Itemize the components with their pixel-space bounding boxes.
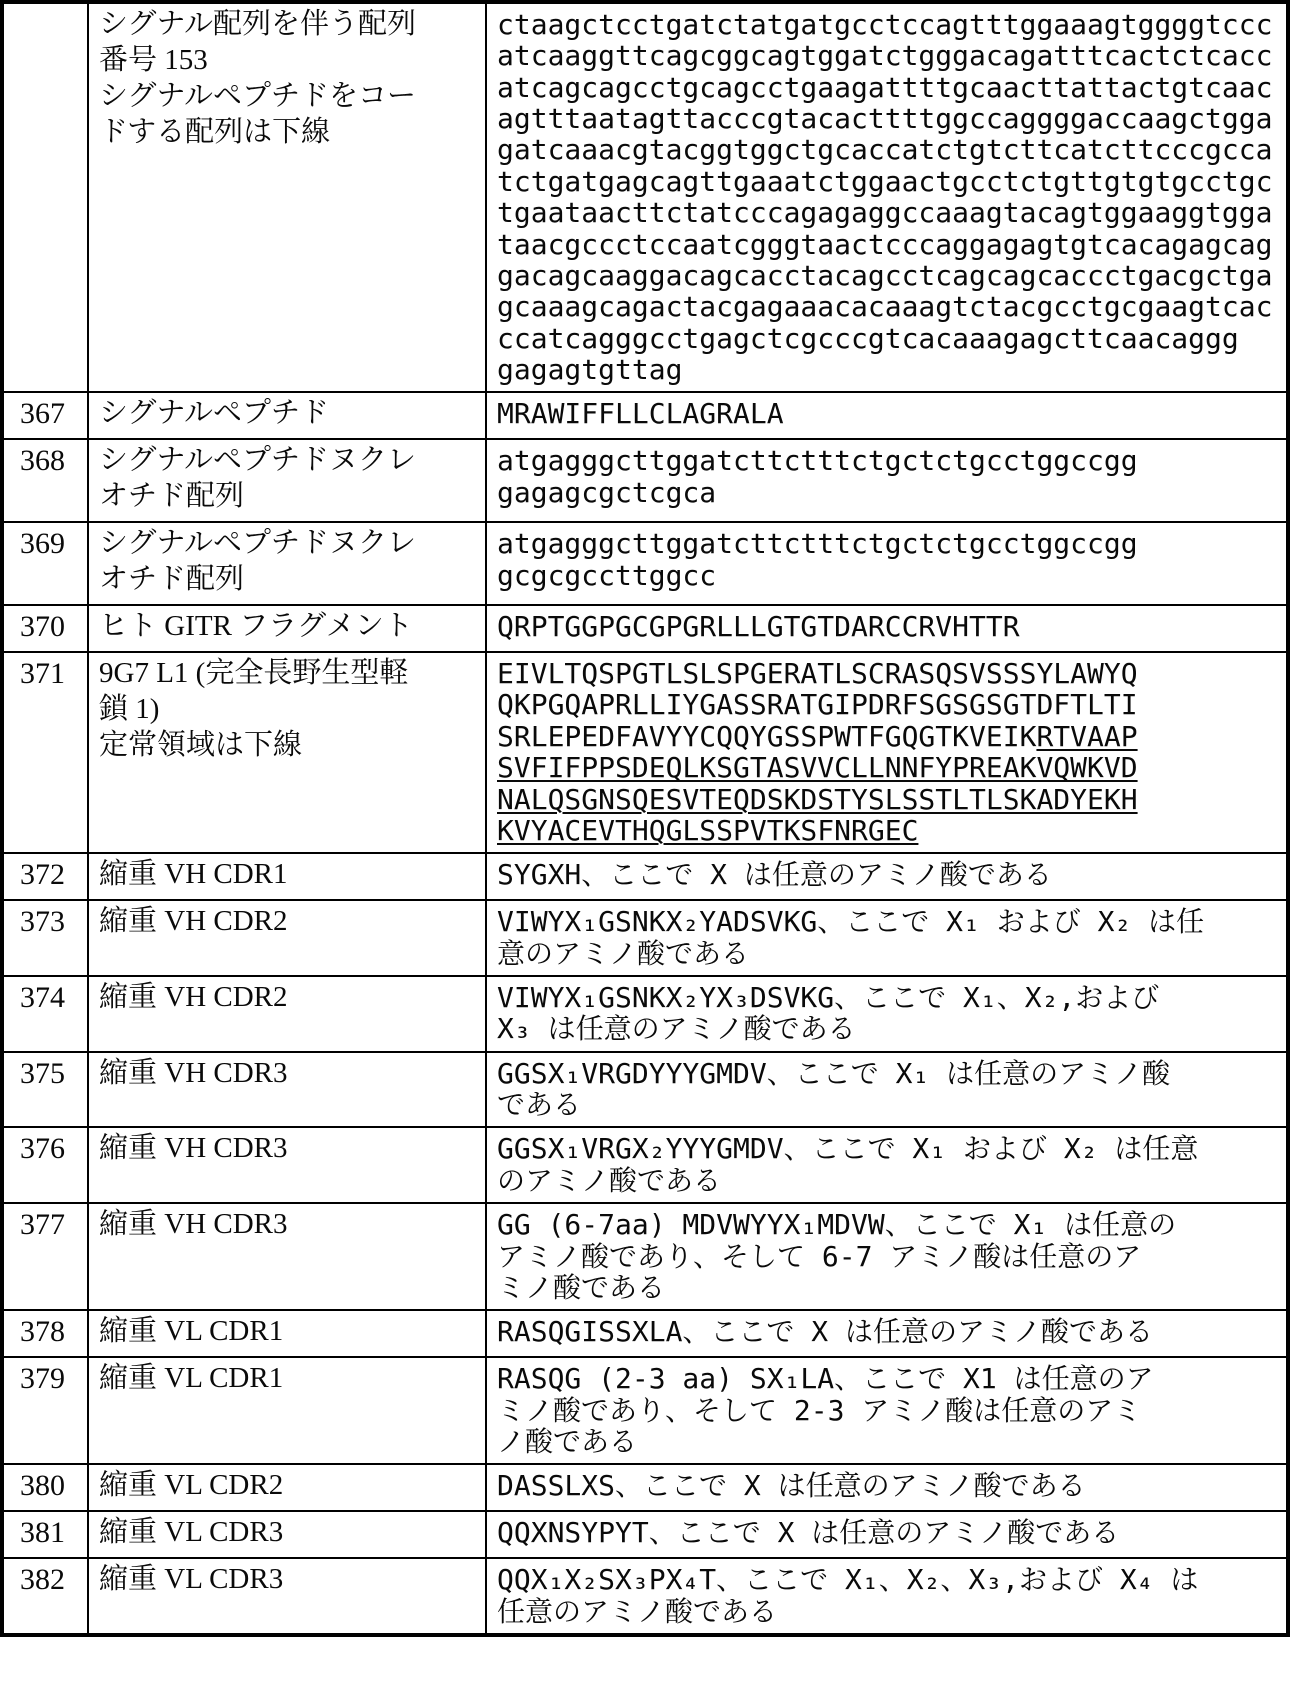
table-row: [2, 522, 1288, 605]
seq-id-cell: 373: [2, 900, 88, 976]
seq-id-cell: 374: [2, 976, 88, 1052]
sequence-cell: [486, 900, 1288, 976]
sequence-line: [497, 166, 1278, 197]
sequence-line: [497, 103, 1278, 134]
sequence-segment: ctaagctcctgatctatgatgcctccagtttggaaagtggggtccc: [497, 8, 1273, 41]
sequence-segment-underlined: RTVAAP: [1036, 719, 1138, 753]
sequence-line: [497, 611, 1278, 642]
sequence-line: [497, 1517, 1278, 1548]
description-cell: [88, 1511, 486, 1558]
sequence-segment: tgaataacttctatcccagagaggccaaagtacagtggaaggtgga: [497, 196, 1273, 230]
sequence-line: [497, 1165, 1278, 1196]
description-cell: [88, 1558, 486, 1635]
sequence-segment: QKPGQAPRLLIYGASSRATGIPDRFSGSGSGTDFTLTI: [497, 688, 1138, 722]
sequence-line: [497, 859, 1278, 890]
sequence-cell: [486, 1511, 1288, 1558]
description-line: シグナルペプチドヌクレ: [99, 527, 416, 560]
description-cell: [88, 605, 486, 652]
sequence-cell: [486, 1464, 1288, 1511]
seq-id-cell: 381: [2, 1511, 88, 1558]
description-line: 縮重 VL CDR3: [99, 1563, 284, 1596]
description-line: 縮重 VH CDR3: [99, 1208, 288, 1241]
sequence-cell: [486, 1357, 1288, 1464]
sequence-segment: gatcaaacgtacggtggctgcaccatctgtcttcatcttcccgcca: [497, 133, 1273, 167]
table-row: [2, 1203, 1288, 1310]
seq-id-cell: 372: [2, 853, 88, 900]
sequence-line: [497, 1209, 1278, 1240]
sequence-line: [497, 689, 1278, 720]
table-row: [2, 853, 1288, 900]
description-line: 定常領域は下線: [99, 729, 303, 762]
seq-id-cell: 377: [2, 1203, 88, 1310]
sequence-segment: VIWYX₁GSNKX₂YX₃DSVKG、ここで X₁、X₂,および: [497, 981, 1160, 1014]
sequence-segment: QQXNSYPYT、ここで X は任意のアミノ酸である: [497, 1516, 1120, 1550]
sequence-line: [497, 1426, 1278, 1457]
table-row: [2, 900, 1288, 976]
sequence-line: [497, 721, 1278, 752]
sequence-segment: GGSX₁VRGX₂YYYGMDV、ここで X₁ および X₂ は任意: [497, 1132, 1199, 1166]
sequence-segment: 任意のアミノ酸である: [497, 1594, 778, 1628]
sequence-line: [497, 658, 1278, 689]
sequence-line: [497, 1564, 1278, 1595]
sequence-segment: である: [497, 1088, 582, 1122]
table-row: [2, 1464, 1288, 1511]
seq-id-cell: 367: [2, 392, 88, 439]
sequence-line: [497, 40, 1278, 71]
sequence-segment: gacagcaaggacagcacctacagcctcagcagcaccctgacgctga: [497, 258, 1273, 292]
sequence-line: [497, 1395, 1278, 1426]
sequence-segment: gcgcgccttggcc: [497, 558, 717, 592]
seq-id-cell: [2, 2, 88, 392]
sequence-segment-underlined: NALQSGNSQESVTEQDSKDSTYSLSSTLTLSKADYEKH: [497, 782, 1138, 816]
seq-id-cell: 375: [2, 1052, 88, 1128]
sequence-line: [497, 1470, 1278, 1501]
sequence-segment: atcagcagcctgcagcctgaagattttgcaacttattactgtcaac: [497, 70, 1273, 104]
seq-id-cell: 370: [2, 605, 88, 652]
sequence-line: [497, 323, 1278, 354]
sequence-line: [497, 906, 1278, 937]
seq-id-cell: 382: [2, 1558, 88, 1635]
sequence-segment: taacgccctccaatcgggtaactcccaggagagtgtcacagagcag: [497, 227, 1273, 261]
description-line: シグナルペプチドヌクレ: [99, 444, 416, 477]
seq-id-cell: 378: [2, 1310, 88, 1357]
sequence-segment-underlined: SVFIFPPSDEQLKSGTASVVCLLNNFYPREAKVQWKVD: [497, 751, 1138, 785]
sequence-cell: [486, 392, 1288, 439]
table-row: [2, 1357, 1288, 1464]
sequence-segment: RASQG (2-3 aa) SX₁LA、ここで X1 は任意のア: [497, 1362, 1154, 1396]
description-cell: [88, 2, 486, 392]
sequence-segment: 意のアミノ酸である: [497, 936, 750, 970]
table-row: [2, 1558, 1288, 1635]
sequence-segment: tctgatgagcagttgaaatctggaactgcctctgttgtgtgcctgc: [497, 164, 1273, 198]
sequence-line: [497, 445, 1278, 476]
sequence-cell: [486, 1203, 1288, 1310]
sequence-line: [497, 815, 1278, 846]
sequence-line: [497, 134, 1278, 165]
description-cell: [88, 853, 486, 900]
sequence-segment: SRLEPEDFAVYYCQQYGSSPWTFGQGTKVEIK: [497, 719, 1037, 753]
description-line: 縮重 VL CDR3: [99, 1516, 284, 1549]
sequence-segment: atcaaggttcagcggcagtggatctgggacagatttcactctcacc: [497, 39, 1273, 73]
sequence-cell: [486, 976, 1288, 1052]
sequence-segment: QQX₁X₂SX₃PX₄T、ここで X₁、X₂、X₃,および X₄ は: [497, 1563, 1199, 1597]
sequence-segment: ノ酸である: [497, 1424, 638, 1458]
sequence-segment: gagagtgttag: [497, 352, 683, 386]
sequence-segment: SYGXH、ここで X は任意のアミノ酸である: [497, 858, 1052, 892]
sequence-cell: [486, 605, 1288, 652]
sequence-segment: QRPTGGPGCGPGRLLLGTGTDARCCRVHTTR: [497, 610, 1020, 644]
sequence-segment: gcaaagcagactacgagaaacacaaagtctacgcctgcgaagtcac: [497, 290, 1273, 324]
description-line: シグナル配列を伴う配列: [99, 8, 416, 40]
sequence-line: [497, 752, 1278, 783]
description-cell: [88, 976, 486, 1052]
table-row: [2, 2, 1288, 392]
sequence-segment: agtttaatagttacccgtacacttttggccaggggaccaagctgga: [497, 102, 1273, 136]
sequence-cell: [486, 522, 1288, 605]
description-cell: [88, 900, 486, 976]
sequence-segment: ミノ酸であり、そして 2-3 アミノ酸は任意のアミ: [497, 1393, 1142, 1427]
description-line: 縮重 VH CDR2: [99, 905, 288, 938]
description-cell: [88, 392, 486, 439]
description-cell: [88, 1464, 486, 1511]
sequence-line: [497, 1363, 1278, 1394]
sequence-segment: のアミノ酸である: [497, 1163, 722, 1197]
sequence-line: [497, 398, 1278, 429]
table-row: [2, 1310, 1288, 1357]
sequence-segment: atgagggcttggatcttctttctgctctgcctggccgg: [497, 527, 1138, 561]
description-cell: [88, 439, 486, 522]
sequence-cell: [486, 439, 1288, 522]
description-line: オチド配列: [99, 563, 245, 596]
sequence-segment: EIVLTQSPGTLSLSPGERATLSCRASQSVSSSYLAWYQ: [497, 657, 1138, 691]
sequence-line: [497, 1241, 1278, 1272]
sequence-cell: [486, 1052, 1288, 1128]
seq-id-cell: 371: [2, 652, 88, 853]
seq-id-cell: 368: [2, 439, 88, 522]
sequence-segment: atgagggcttggatcttctttctgctctgcctggccgg: [497, 444, 1138, 478]
sequence-line: [497, 982, 1278, 1013]
sequence-line: [497, 560, 1278, 591]
sequence-segment: X₃ は任意のアミノ酸である: [497, 1012, 856, 1046]
sequence-line: [497, 477, 1278, 508]
sequence-cell: [486, 1310, 1288, 1357]
table-row: [2, 652, 1288, 853]
sequence-line: [497, 1272, 1278, 1303]
description-line: 縮重 VH CDR3: [99, 1056, 288, 1089]
sequence-cell: [486, 652, 1288, 853]
sequence-segment: アミノ酸であり、そして 6-7 アミノ酸は任意のア: [497, 1239, 1142, 1273]
sequence-cell: [486, 2, 1288, 392]
sequence-cell: [486, 853, 1288, 900]
sequence-line: [497, 229, 1278, 260]
sequence-line: [497, 784, 1278, 815]
sequence-line: [497, 72, 1278, 103]
table-row: [2, 439, 1288, 522]
sequence-segment: GG (6-7aa) MDVWYYX₁MDVW、ここで X₁ は任意の: [497, 1208, 1177, 1242]
description-cell: [88, 1357, 486, 1464]
sequence-line: [497, 291, 1278, 322]
description-line: 縮重 VH CDR2: [99, 981, 288, 1013]
table-row: [2, 1052, 1288, 1128]
description-line: 縮重 VH CDR1: [99, 858, 288, 891]
seq-id-cell: 379: [2, 1357, 88, 1464]
sequence-segment: DASSLXS、ここで X は任意のアミノ酸である: [497, 1469, 1086, 1503]
sequence-segment: MRAWIFFLLCLAGRALA: [497, 397, 784, 431]
sequence-line: [497, 9, 1278, 40]
description-line: 縮重 VL CDR1: [99, 1362, 284, 1395]
sequence-cell: [486, 1127, 1288, 1203]
table-row: [2, 605, 1288, 652]
description-line: オチド配列: [99, 480, 245, 513]
sequence-line: [497, 938, 1278, 969]
sequence-line: [497, 197, 1278, 228]
description-cell: [88, 1310, 486, 1357]
description-line: シグナルペプチドをコー: [99, 79, 416, 112]
seq-id-cell: 380: [2, 1464, 88, 1511]
sequence-segment: GGSX₁VRGDYYYGMDV、ここで X₁ は任意のアミノ酸: [497, 1056, 1171, 1090]
table-row: [2, 1511, 1288, 1558]
sequence-line: [497, 1089, 1278, 1120]
sequence-segment: RASQGISSXLA、ここで X は任意のアミノ酸である: [497, 1315, 1154, 1349]
sequence-segment-underlined: KVYACEVTHQGLSSPVTKSFNRGEC: [497, 813, 919, 847]
table-row: [2, 392, 1288, 439]
sequence-line: [497, 1316, 1278, 1347]
description-line: 鎖 1): [99, 693, 160, 726]
description-cell: [88, 1203, 486, 1310]
description-line: ヒト GITR フラグメント: [99, 610, 413, 643]
sequence-segment: ccatcagggcctgagctcgcccgtcacaaagagcttcaacaggg: [497, 321, 1239, 355]
seq-id-cell: 369: [2, 522, 88, 605]
sequence-line: [497, 1596, 1278, 1627]
table-row: [2, 1127, 1288, 1203]
description-line: 縮重 VH CDR3: [99, 1132, 288, 1165]
sequence-line: [497, 1013, 1278, 1044]
sequence-segment: VIWYX₁GSNKX₂YADSVKG、ここで X₁ および X₂ は任: [497, 905, 1205, 939]
description-line: 番号 153: [99, 43, 208, 76]
description-line: 9G7 L1 (完全長野生型軽: [99, 657, 409, 690]
table-row: [2, 976, 1288, 1052]
description-line: 縮重 VL CDR1: [99, 1315, 284, 1348]
sequence-line: [497, 528, 1278, 559]
sequence-line: [497, 260, 1278, 291]
sequence-table-body: [2, 2, 1288, 1635]
sequence-segment: ミノ酸である: [497, 1270, 666, 1304]
sequence-segment: gagagcgctcgca: [497, 475, 717, 509]
description-line: シグナルペプチド: [99, 397, 329, 430]
description-cell: [88, 1127, 486, 1203]
sequence-line: [497, 1133, 1278, 1164]
sequence-line: [497, 1058, 1278, 1089]
description-cell: [88, 652, 486, 853]
description-cell: [88, 1052, 486, 1128]
description-line: ドする配列は下線: [99, 115, 331, 148]
sequence-cell: [486, 1558, 1288, 1635]
seq-id-cell: 376: [2, 1127, 88, 1203]
sequence-line: [497, 354, 1278, 385]
description-cell: [88, 522, 486, 605]
description-line: 縮重 VL CDR2: [99, 1469, 284, 1502]
